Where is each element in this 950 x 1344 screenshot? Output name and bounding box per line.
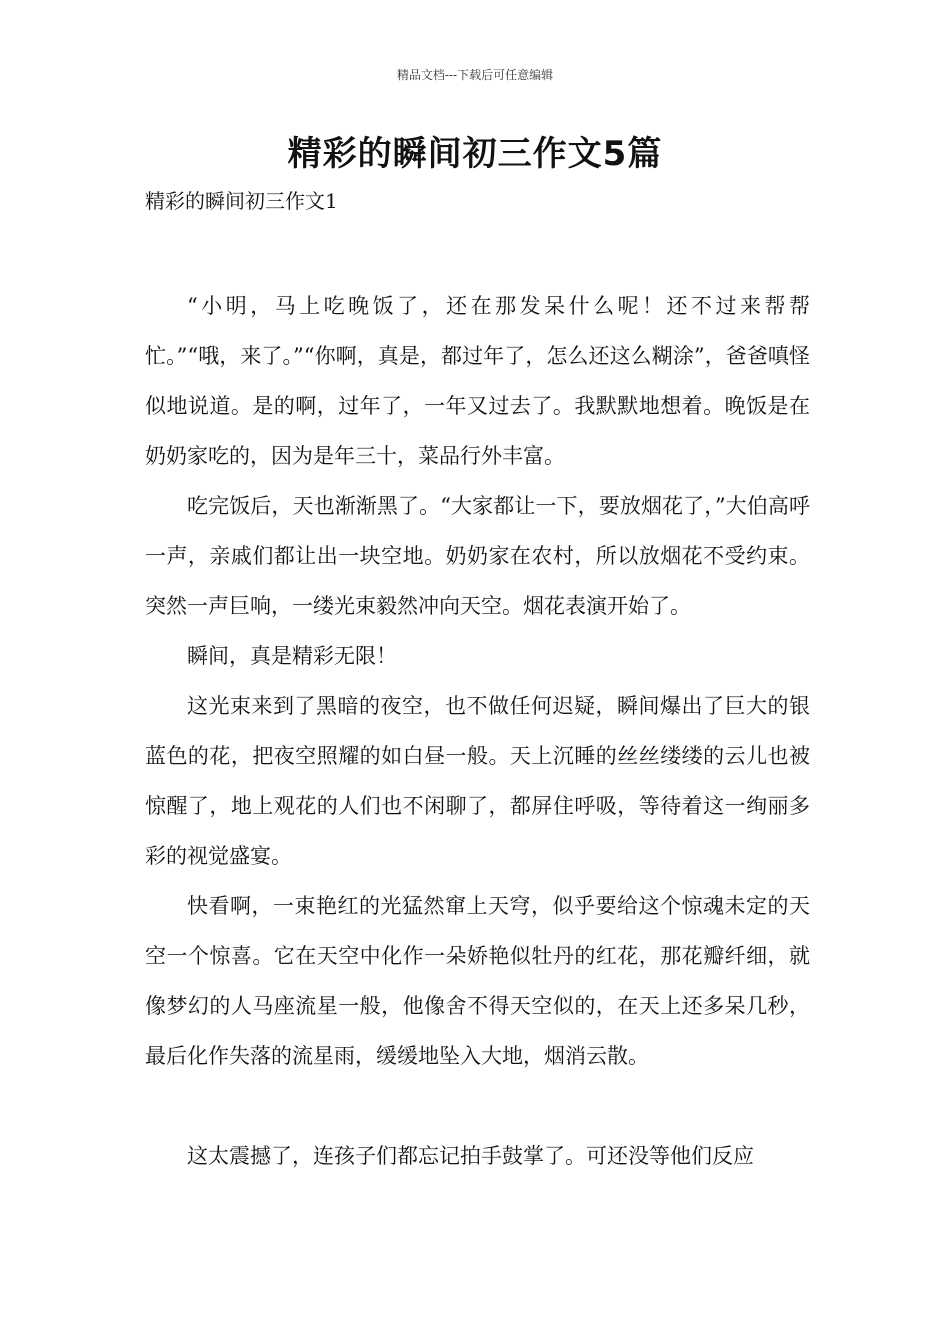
paragraph: 快看啊，一束艳红的光猛然窜上天穹，似乎要给这个惊魂未定的天空一个惊喜。它在天空中化作一朵娇艳似牡丹的红花，那花瓣纤细，就像梦幻的人马座流星一般，他像舍不得天空似的，在天上还多呆几秒，最后化作失落的流星雨，缓缓地坠入大地，烟消云散。 [145,894,810,1068]
paragraph: 这光束来到了黑暗的夜空，也不做任何迟疑，瞬间爆出了巨大的银蓝色的花，把夜空照耀的如白昼一般。天上沉睡的丝丝缕缕的云儿也被惊醒了，地上观花的人们也不闲聊了，都屏住呼吸，等待着这一绚丽多彩的视觉盛宴。 [145,694,810,868]
paragraph: 吃完饭后，天也渐渐黑了。“大家都让一下，要放烟花了，”大伯高呼一声，亲戚们都让出一块空地。奶奶家在农村，所以放烟花不受约束。突然一声巨响，一缕光束毅然冲向天空。烟花表演开始了。 [145,494,810,618]
section-heading: 精彩的瞬间初三作文1 [145,189,338,213]
paragraph: “小明，马上吃晚饭了，还在那发呆什么呢！还不过来帮帮忙。”“哦，来了。”“你啊，真是，都过年了，怎么还这么糊涂”，爸爸嗔怪似地说道。是的啊，过年了，一年又过去了。我默默地想着。晚饭是在奶奶家吃的，因为是年三十，菜品行外丰富。 [145,294,810,468]
document-title: 精彩的瞬间初三作文5篇 [287,134,663,174]
header-note: 精品文档---下载后可任意编辑 [396,68,554,82]
article-body [145,281,810,1181]
paragraph: 瞬间，真是精彩无限！ [187,644,397,668]
paragraph: 这太震撼了，连孩子们都忘记拍手鼓掌了。可还没等他们反应 [187,1144,754,1168]
